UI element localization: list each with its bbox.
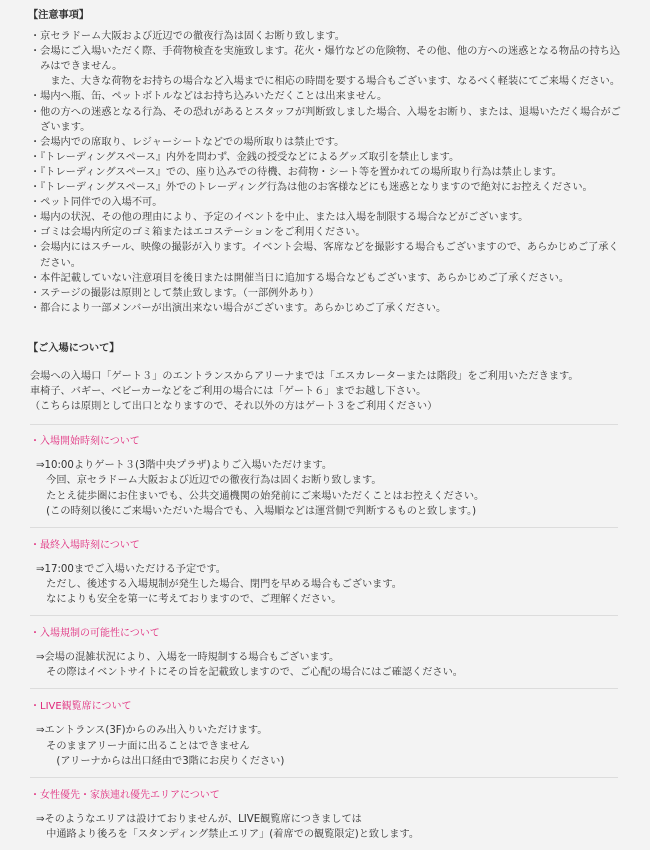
note-line: ・『トレーディングスペース』での、座り込みでの待機、お荷物・シート等を置かれての場所取り行為は禁止します。: [30, 166, 562, 178]
notes-block: [30, 8, 638, 316]
note-line: ・他の方への迷惑となる行為、その恐れがあるとスタッフが判断致しました場合、入場をお断り、または、退場いただく場合がご: [30, 106, 621, 118]
section-line: ⇒そのようなエリアは設けておりませんが、LIVE観覧席につきましては: [36, 813, 362, 825]
section-body: [30, 562, 618, 607]
section-body: [30, 650, 618, 680]
section-line: その際はイベントサイトにその旨を記載致しますので、ご心配の場合にはご確認ください。: [36, 667, 463, 679]
section-body: [30, 723, 618, 768]
info-section: [30, 615, 618, 688]
section-title: ・LIVE観覧席について: [30, 701, 132, 713]
note-line: ・ゴミは会場内所定のゴミ箱またはエコステーションをご利用ください。: [30, 227, 366, 239]
note-line: ざいます。: [30, 121, 91, 133]
note-line: ・『トレーディングスペース』外でのトレーディング行為は他のお客様などにも迷惑となりますので絶対にお控えください。: [30, 182, 593, 194]
info-section: [30, 527, 618, 615]
note-line: ・場内の状況、その他の理由により、予定のイベントを中止、または入場を制限する場合などがございます。: [30, 212, 529, 224]
section-title: ・最終入場時刻について: [30, 539, 140, 551]
notes-list: [30, 29, 638, 316]
section-line: ⇒エントランス(3F)からのみ出入りいただけます。: [36, 725, 268, 737]
info-sections: [30, 424, 638, 850]
section-line: たとえ徒歩圏にお住まいでも、公共交通機関の始発前にご来場いただくことはお控えください。: [36, 490, 485, 502]
info-section: [30, 424, 618, 526]
note-line: ださい。: [30, 257, 81, 269]
entry-line: （こちらは原則として出口となりますので、それ以外の方はゲート３をご利用ください）: [30, 401, 438, 413]
entry-line: 車椅子、バギー、ベビーカーなどをご利用の場合には「ゲート６」までお越し下さい。: [30, 386, 427, 398]
note-line: ・会場内にはスチール、映像の撮影が入ります。イベント会場、客席などを撮影する場合もございますので、あらかじめご了承く: [30, 242, 619, 254]
note-line: ・会場にご入場いただく際、手荷物検査を実施致します。花火・爆竹などの危険物、その他、他の方への迷惑となる物品の持ち込: [30, 46, 621, 58]
note-line: ・会場内での席取り、レジャーシートなどでの場所取りは禁止です。: [30, 136, 345, 148]
notes-heading: 【注意事項】: [28, 10, 90, 21]
section-line: ⇒10:00よりゲート３(3階中央プラザ)よりご入場いただけます。: [36, 460, 333, 472]
entry-heading: 【ご入場について】: [28, 342, 120, 354]
section-title: ・入場開始時刻について: [30, 436, 140, 448]
note-line: みはできません。: [30, 61, 123, 73]
note-line: ・本件記載していない注意項目を後日または開催当日に追加する場合などもございます、あらかじめご了承ください。: [30, 272, 570, 284]
section-title: ・入場規制の可能性について: [30, 628, 160, 640]
info-section: [30, 688, 618, 776]
entry-line: 会場への入場口「ゲート３」のエントランスからアリーナまでは「エスカレーターまたは階段」をご利用いただきます。: [30, 370, 579, 382]
section-line: ⇒会場の混雑状況により、入場を一時規制する場合もございます。: [36, 652, 340, 664]
note-line: ・場内へ瓶、缶、ペットボトルなどはお持ち込みいただくことは出来ません。: [30, 91, 388, 103]
section-line: ⇒17:00までご入場いただける予定です。: [36, 563, 226, 575]
section-body: [30, 812, 618, 842]
note-line: ・ペット同伴での入場不可。: [30, 197, 163, 209]
section-line: 中通路より後ろを「スタンディング禁止エリア」(着席での観覧限定)と致します。: [36, 828, 420, 840]
section-line: ただし、後述する入場規制が発生した場合、閉門を早める場合もございます。: [36, 578, 402, 590]
note-line: ・京セラドーム大阪および近辺での徹夜行為は固くお断り致します。: [30, 31, 345, 43]
note-line: また、大きな荷物をお持ちの場合など入場までに相応の時間を要する場合もございます、なるべく軽装にてご来場ください。: [30, 76, 621, 88]
entry-text: [30, 369, 638, 414]
section-body: [30, 458, 618, 518]
section-title: ・女性優先・家族連れ優先エリアについて: [30, 789, 220, 801]
note-line: ・ステージの撮影は原則として禁止致します。（一部例外あり）: [30, 287, 320, 299]
section-line: (アリーナからは出口経由で3階にお戻りください): [36, 755, 285, 767]
info-section: [30, 777, 618, 850]
section-line: 今回、京セラドーム大阪および近辺での徹夜行為は固くお断り致します。: [36, 475, 382, 487]
entry-block: [30, 341, 638, 414]
section-line: (この時刻以後にご来場いただいた場合でも、入場順などは運営側で判断するものと致します。): [36, 505, 477, 517]
note-line: ・『トレーディングスペース』内外を問わず、金銭の授受などによるグッズ取引を禁止します。: [30, 151, 460, 163]
note-line: ・都合により一部メンバーが出演出来ない場合がございます。あらかじめご了承ください。: [30, 302, 447, 314]
section-line: そのままアリーナ面に出ることはできません: [36, 740, 250, 752]
section-line: なによりも安全を第一に考えておりますので、ご理解ください。: [36, 594, 342, 605]
